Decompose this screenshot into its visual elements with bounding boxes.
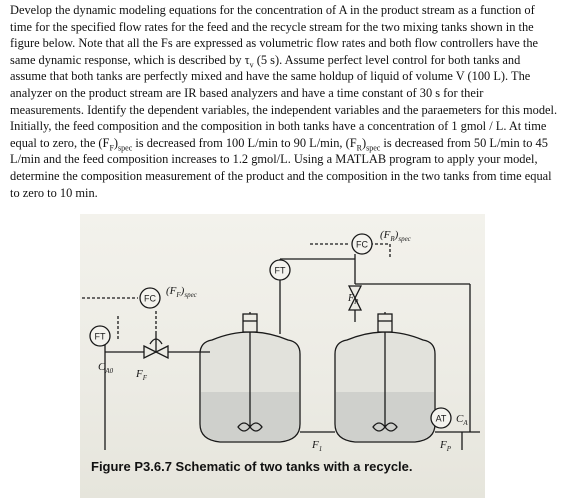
ca-label: $C_A$ bbox=[456, 413, 468, 427]
figure-caption: Figure P3.6.7 Schematic of two tanks with a recycle. bbox=[91, 459, 413, 474]
ff-label: $F_F$ bbox=[136, 368, 148, 382]
fc-recycle-label: FC bbox=[356, 239, 368, 250]
fr-label: $F_R$ bbox=[348, 293, 359, 306]
at-analyzer-label: AT bbox=[435, 413, 447, 424]
cao-label: $C_{A0}$ bbox=[98, 361, 114, 375]
fc-feed-label: FC bbox=[144, 293, 156, 304]
ff-spec-label: $(F_F)_{spec}$ bbox=[166, 285, 197, 299]
schematic-diagram bbox=[80, 214, 485, 498]
ft-recycle-label: FT bbox=[274, 265, 286, 276]
f1-label: $F_1$ bbox=[312, 439, 323, 453]
problem-statement: Develop the dynamic modeling equations for the concentration of A in the product stream as a function of time for the specified flow rates for the feed and the recycle stream for the two mixing tanks shown in the figure below. Note that all the Fs are expressed as volumetric flow rates and both flow controllers have the same dynamic response, which is described by $\tau_v$ (5 s). Assume perfect level control for both tanks and assume that both tanks are perfectly mixed and have the same holdup of liquid of volume V (100 L). The analyzer on the product stream are IR based analyzers and have a time constant of 30 s for their measurements. Identify the dependent variables, the independent variables and the paraemeters for this model. Initially, the feed composition and the composition in both tanks have a concentration of 1 gmol / L. At time equal to zero, the $(F_F)_{spec}$ is decreased from 100 L/min to 90 L/min, $(F_R)_{spec}$ is decreased from 50 L/min to 45 L/min and the feed composition increases to 1.2 gmol/L. Using a MATLAB program to apply your model, determine the composition measurement of the product and the composition in the two tanks from time equal to zero to 10 min. bbox=[10, 3, 558, 200]
fr-spec-label: $(F_R)_{spec}$ bbox=[380, 229, 411, 243]
schematic-figure bbox=[80, 214, 485, 498]
ft-feed-label: FT bbox=[94, 331, 106, 342]
fp-label: $F_P$ bbox=[440, 439, 452, 453]
